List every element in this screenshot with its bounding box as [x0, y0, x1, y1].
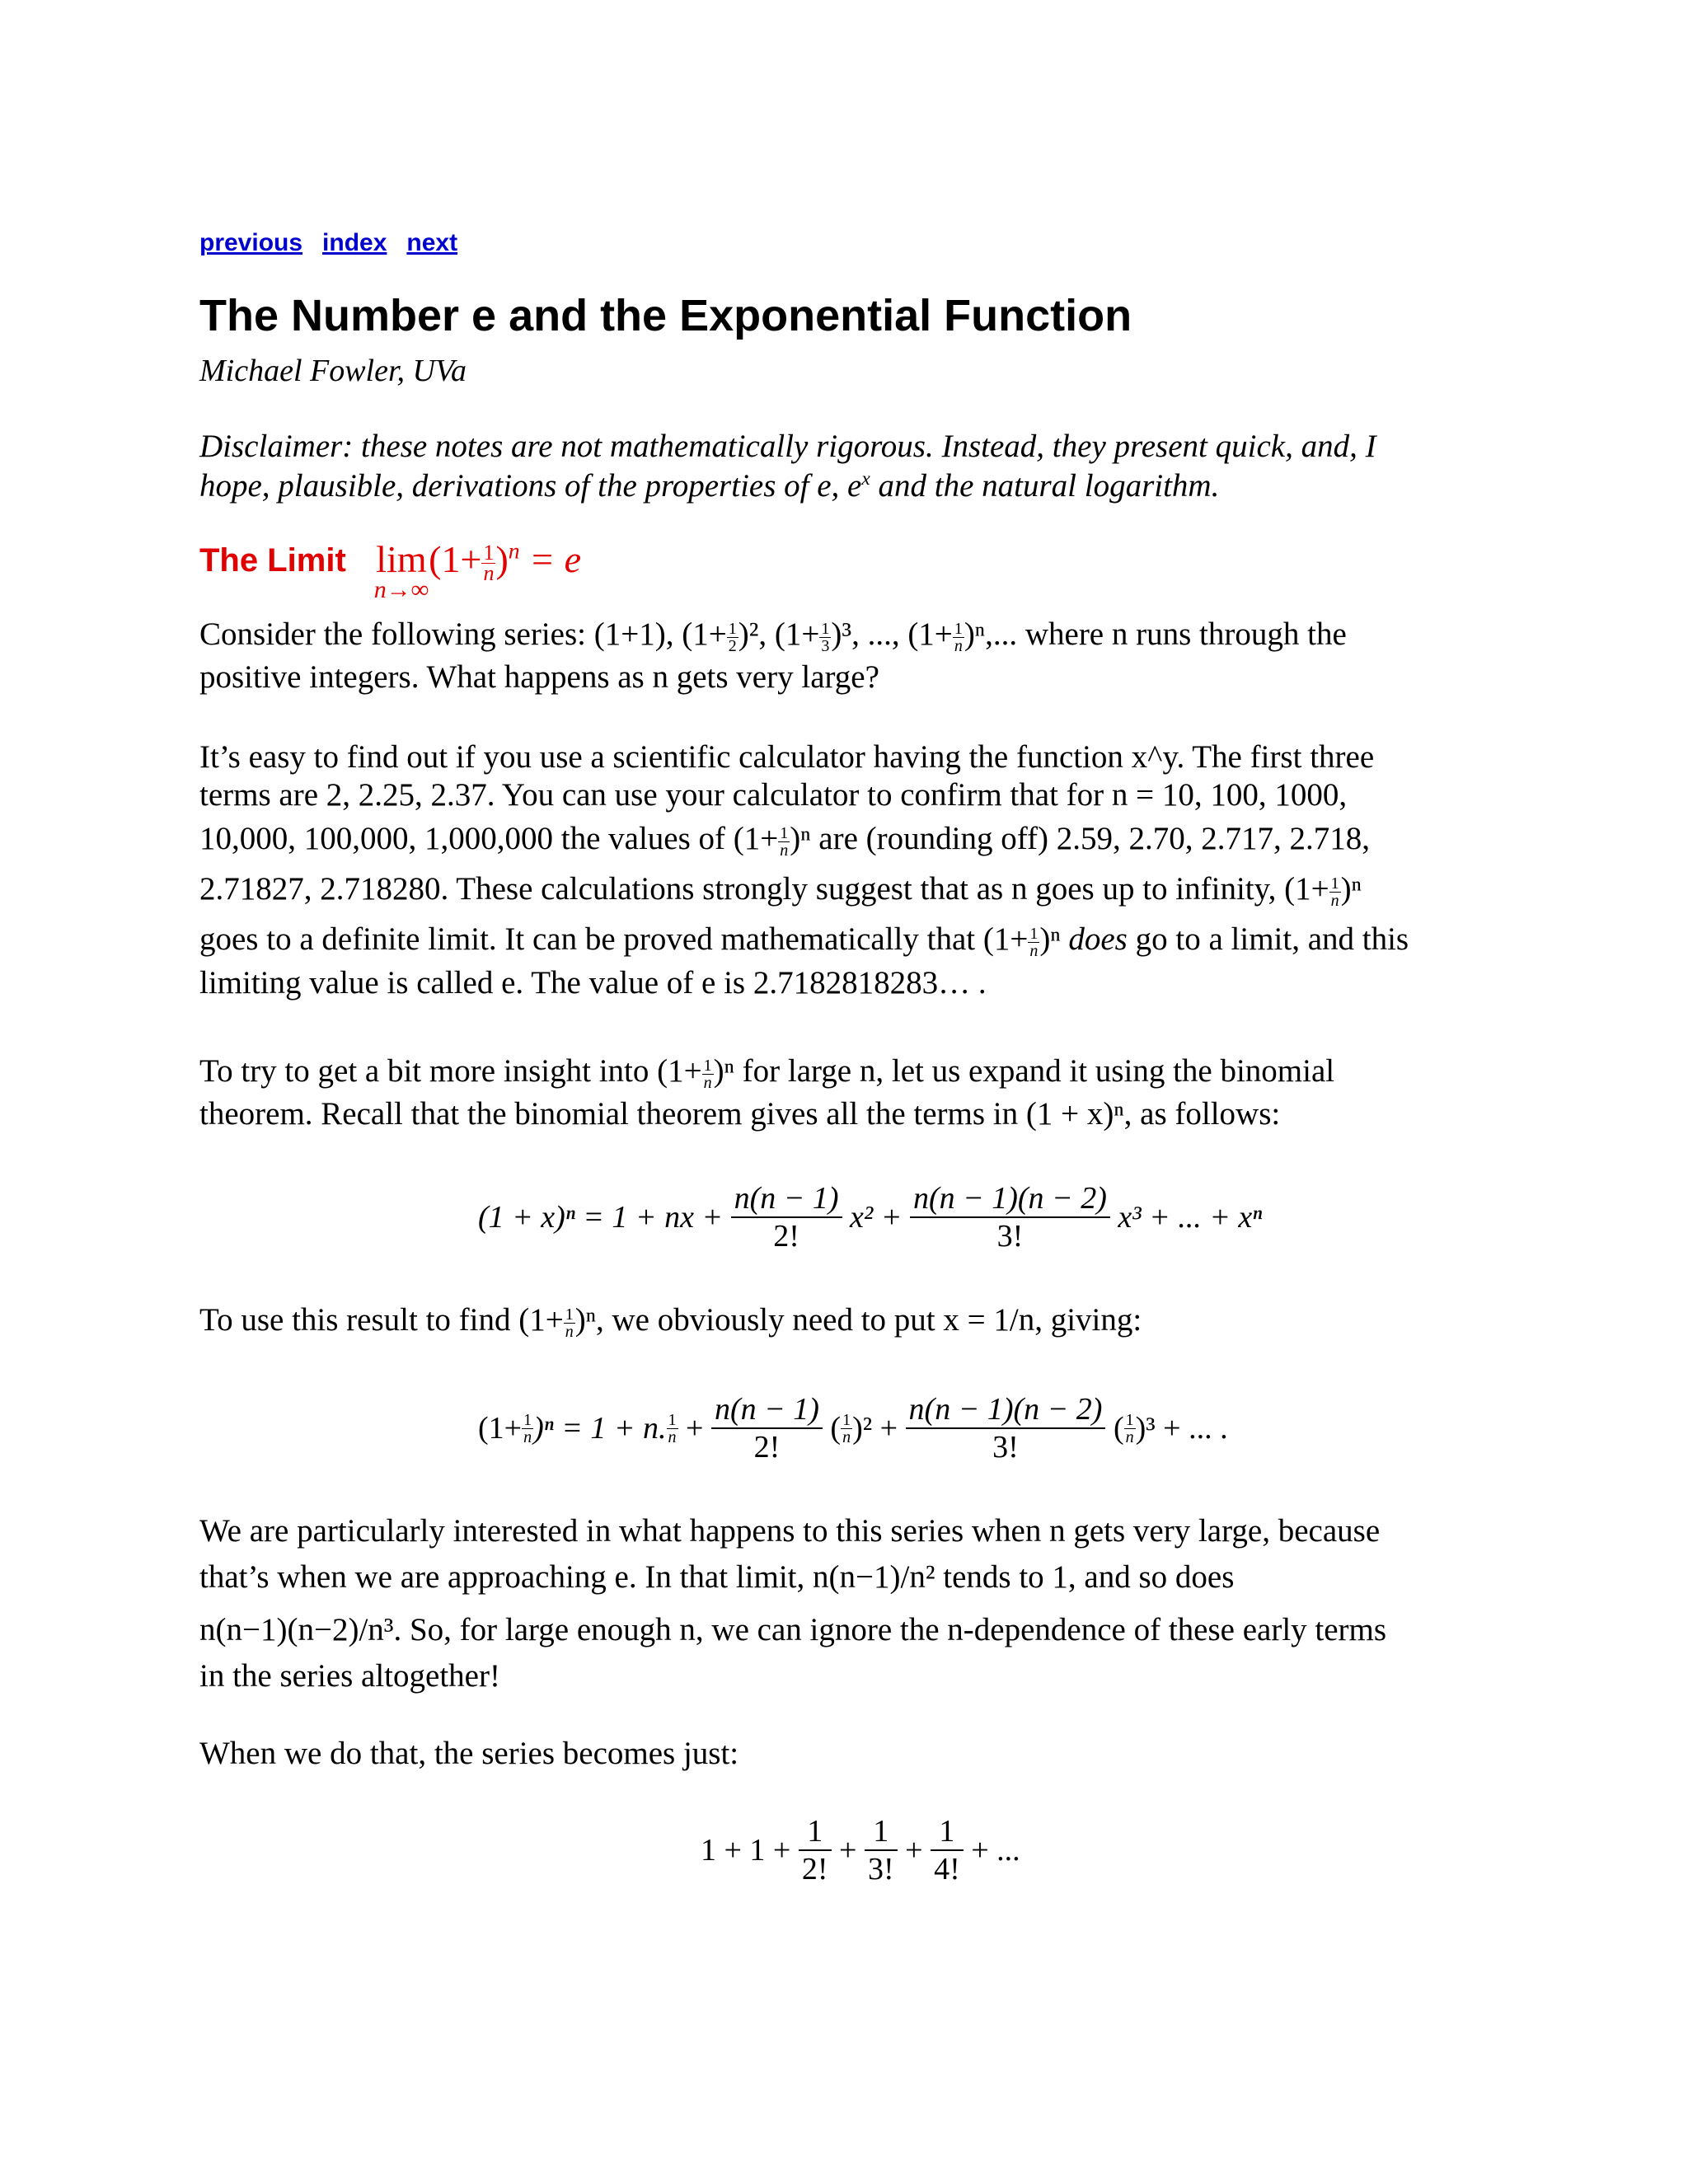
limit-formula: lim n→∞ (1+ $\frac{1}{n}$ )$^n$ = e	[373, 537, 582, 603]
paragraph-calculator: It’s easy to find out if you use a scientific calculator having the function x^y. The first three terms are 2, 2.25, 2.37. You can use your calculator to confirm that for n = 10, 100, 1000, 10,000, 100,000, 1,000,000 the values of (1+ $\frac{1}{n}$ )ⁿ are (rounding off) 2.59, 2.70, 2.717, 2.718, 2.71827, 2.718280. These calculations strongly suggest that as n goes up to infinity, (1+ $\frac{1}{n}$ )ⁿ goes to a definite limit. It can be proved mathematically that (1+ $\frac{1}{n}$ )ⁿ does go to a limit, and this limiting value is called e. The value of e is 2.7182818283… .	[199, 739, 1409, 1001]
next-link[interactable]: next	[406, 229, 458, 256]
author-line: Michael Fowler, UVa	[199, 354, 467, 388]
expansion-equation: (1+ $\frac{1}{n}$ )ⁿ = 1 + n. $\frac{1}{n}$ + $\frac{n(n - 1)}{2!}$ ( $\frac{1}{n}$ )² + $\frac{n(n - 1)(n - 2)}{3!}$ ( $\frac{1}{n}$ )³ + ... .	[478, 1392, 1228, 1465]
nav-bar	[199, 229, 477, 257]
paragraph-limit-behavior: We are particularly interested in what happens to this series when n gets very large, because that’s when we are approaching e. In that limit, n(n−1)/n² tends to 1, and so does n(n−1)(n−2)/n³. So, for large enough n, we can ignore the n-dependence of these early terms in the series altogether!	[199, 1513, 1387, 1694]
disclaimer-line-1: Disclaimer: these notes are not mathematically rigorous. Instead, they present quick, and, I	[199, 429, 1376, 464]
paragraph-substitute: To use this result to find (1+ $\frac{1}{n}$ )ⁿ, we obviously need to put x = 1/n, giving:	[199, 1302, 1142, 1341]
series-line-2: positive integers. What happens as n gets very large?	[199, 659, 879, 695]
section-label: The Limit	[199, 542, 346, 579]
e-series-equation: 1 + 1 + $\frac{1}{2!}$ + $\frac{1}{3!}$ + $\frac{1}{4!}$ + ...	[701, 1814, 1020, 1886]
disclaimer	[199, 427, 1376, 506]
previous-link[interactable]: previous	[199, 229, 303, 256]
paragraph-series	[199, 615, 1347, 697]
index-link[interactable]: index	[322, 229, 387, 256]
paragraph-series-becomes: When we do that, the series becomes just:	[199, 1736, 739, 1771]
binomial-equation: (1 + x)ⁿ = 1 + nx + $\frac{n(n - 1)}{2!}$ x² + $\frac{n(n - 1)(n - 2)}{3!}$ x³ + ... + xⁿ	[478, 1181, 1263, 1254]
disclaimer-line-2: hope, plausible, derivations of the properties of e, $e^x$ and the natural logarithm.	[199, 468, 1220, 504]
section-heading	[199, 537, 581, 603]
page-title: The Number e and the Exponential Function	[199, 291, 1132, 340]
paragraph-binomial: To try to get a bit more insight into (1+ $\frac{1}{n}$ )ⁿ for large n, let us expand it using the binomial theorem. Recall that the binomial theorem gives all the terms in (1 + x)ⁿ, as follows:	[199, 1053, 1335, 1132]
series-line: Consider the following series: (1+1), (1+ $\frac{1}{2}$ )², (1+ $\frac{1}{3}$ )³, ..., (1+ $\frac{1}{n}$ )ⁿ,... where n runs through the	[199, 616, 1347, 655]
